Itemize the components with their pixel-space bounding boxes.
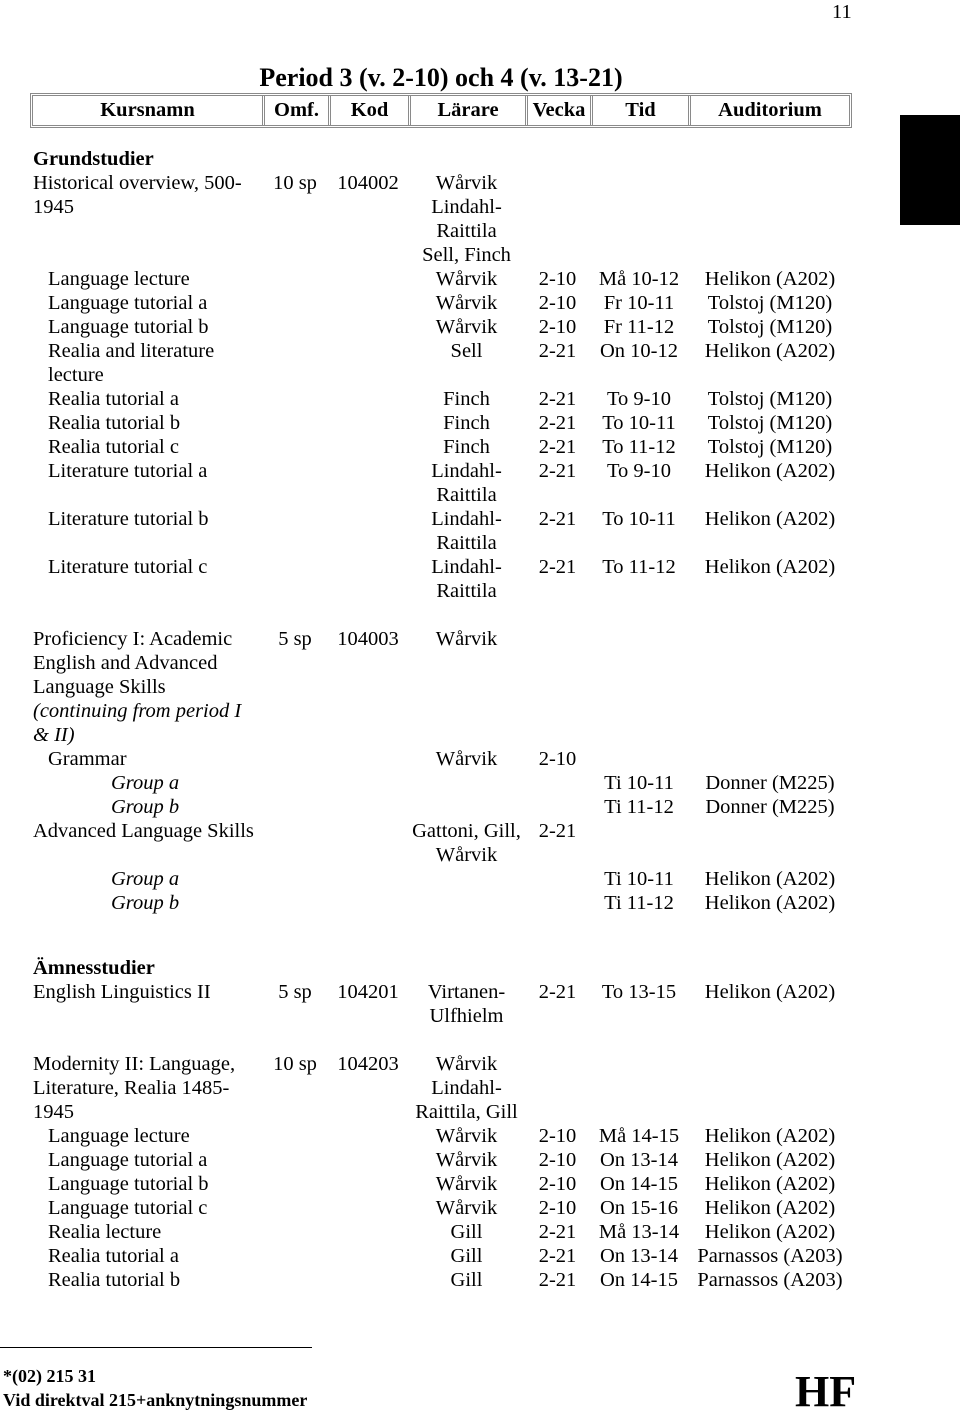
time-cell: To 9-10: [606, 460, 672, 482]
component-row: [30, 1148, 852, 1172]
time-cell: [590, 747, 688, 771]
room-cell: [688, 819, 852, 867]
time-cell: To 11-12: [602, 556, 676, 578]
credits-cell: [262, 795, 328, 819]
credits-cell: [262, 1268, 328, 1292]
time-cell: Ti 10-11: [604, 772, 674, 794]
component-row: [30, 291, 852, 315]
room-cell: Donner (M225): [705, 796, 835, 818]
credits-cell: [262, 1196, 328, 1220]
component-name: Realia tutorial b: [48, 1269, 181, 1291]
teacher-cell: Finch: [443, 412, 490, 434]
room-cell: Helikon (A202): [704, 340, 836, 362]
time-cell: Må 14-15: [598, 1125, 680, 1147]
week-cell: 2-21: [538, 436, 577, 458]
week-cell: 2-21: [538, 981, 577, 1003]
room-cell: Tolstoj (M120): [707, 388, 833, 410]
credits-cell: [262, 1220, 328, 1244]
credits-cell: [262, 267, 328, 291]
credits-cell: [262, 867, 328, 891]
teacher-cell: Wårvik: [435, 316, 498, 338]
week-cell: 2-10: [538, 1197, 577, 1219]
code-cell: [328, 267, 408, 291]
component-name: Language tutorial a: [48, 292, 208, 314]
component-row: [30, 555, 852, 603]
course-row: [30, 627, 852, 747]
course-name-cell: [30, 339, 262, 387]
component-row: [30, 1244, 852, 1268]
course-name-cell: [30, 459, 262, 507]
section-heading: Grundstudier: [33, 148, 154, 170]
course-name-cell: [30, 627, 262, 747]
credits-cell: [262, 435, 328, 459]
credits-cell: [262, 891, 328, 915]
course-entry: [30, 627, 852, 915]
code-cell: [328, 459, 408, 507]
group-name: Group a: [111, 868, 180, 890]
teacher-cell: [408, 771, 525, 795]
schedule-section: [30, 956, 852, 1292]
code-cell: [328, 747, 408, 771]
column-header-vecka: Vecka: [525, 96, 590, 125]
week-cell: [525, 1052, 590, 1124]
group-row: [30, 867, 852, 891]
code-cell: [328, 387, 408, 411]
time-cell: [590, 171, 688, 267]
room-cell: [688, 627, 852, 747]
week-cell: 2-21: [538, 1245, 577, 1267]
teacher-cell: Wårvik: [435, 628, 498, 650]
week-cell: [525, 627, 590, 747]
code-cell: 104002: [337, 172, 399, 194]
section-heading: Ämnesstudier: [33, 957, 155, 979]
course-row: [30, 171, 852, 267]
week-cell: 2-21: [538, 460, 577, 482]
component-row: [30, 747, 852, 771]
component-name: Realia tutorial c: [48, 436, 179, 458]
component-name: Realia tutorial b: [48, 412, 181, 434]
credits-cell: [262, 411, 328, 435]
code-cell: [328, 315, 408, 339]
room-cell: Tolstoj (M120): [707, 436, 833, 458]
credits-cell: 10 sp: [273, 172, 317, 194]
code-cell: [328, 867, 408, 891]
credits-cell: [262, 555, 328, 603]
course-entry: [30, 1052, 852, 1292]
time-cell: Må 13-14: [598, 1221, 680, 1243]
course-name: Historical overview, 500- 1945: [33, 172, 242, 218]
week-cell: 2-21: [538, 556, 577, 578]
room-cell: Helikon (A202): [704, 981, 836, 1003]
time-cell: On 10-12: [599, 340, 678, 362]
group-row: [30, 891, 852, 915]
column-header-larare: Lärare: [408, 96, 525, 125]
code-cell: 104203: [337, 1053, 399, 1075]
component-name: Language lecture: [48, 1125, 190, 1147]
course-name-cell: [30, 291, 262, 315]
code-cell: [328, 771, 408, 795]
week-cell: 2-21: [538, 1269, 577, 1291]
component-row: [30, 1220, 852, 1244]
room-cell: Helikon (A202): [704, 1149, 836, 1171]
course-name-cell: [30, 771, 262, 795]
footer-direct-dial-note: Vid direktval 215+anknytningsnummer: [3, 1390, 308, 1410]
group-row: [30, 771, 852, 795]
column-header-kursnamn: Kursnamn: [100, 99, 195, 121]
code-cell: [328, 1124, 408, 1148]
room-cell: Helikon (A202): [704, 892, 836, 914]
course-name-cell: [30, 1052, 262, 1124]
teacher-cell: Gattoni, Gill, Wårvik: [412, 820, 521, 866]
time-cell: On 15-16: [599, 1197, 678, 1219]
code-cell: [328, 339, 408, 387]
course-name-cell: [30, 1148, 262, 1172]
week-cell: 2-10: [538, 268, 577, 290]
course-name-cell: [30, 435, 262, 459]
time-cell: Ti 11-12: [604, 892, 674, 914]
time-cell: To 13-15: [601, 981, 677, 1003]
teacher-cell: Wårvik: [435, 748, 498, 770]
code-cell: [328, 435, 408, 459]
week-cell: 2-21: [538, 388, 577, 410]
component-name: Realia tutorial a: [48, 1245, 179, 1267]
time-cell: [590, 819, 688, 867]
footer-phone: *(02) 215 31: [3, 1366, 96, 1386]
room-cell: Helikon (A202): [704, 1221, 836, 1243]
room-cell: Helikon (A202): [704, 1125, 836, 1147]
time-cell: Fr 11-12: [603, 316, 675, 338]
room-cell: Helikon (A202): [704, 508, 836, 530]
week-cell: 2-10: [538, 1149, 577, 1171]
credits-cell: [262, 291, 328, 315]
credits-cell: 10 sp: [273, 1053, 317, 1075]
code-cell: 104201: [337, 981, 399, 1003]
teacher-cell: Wårvik: [435, 268, 498, 290]
time-cell: Ti 11-12: [604, 796, 674, 818]
course-name-cell: [30, 867, 262, 891]
week-cell: 2-21: [538, 820, 577, 842]
room-cell: Helikon (A202): [704, 460, 836, 482]
course-name-cell: [30, 980, 262, 1028]
teacher-cell: [408, 867, 525, 891]
time-cell: To 9-10: [606, 388, 672, 410]
code-cell: [328, 1172, 408, 1196]
week-cell: [525, 867, 590, 891]
course-name-cell: [30, 819, 262, 867]
component-row: [30, 339, 852, 387]
course-name-cell: [30, 1124, 262, 1148]
credits-cell: [262, 315, 328, 339]
room-cell: Parnassos (A203): [697, 1245, 843, 1267]
component-name: Literature tutorial c: [48, 556, 208, 578]
credits-cell: 5 sp: [278, 628, 312, 650]
room-cell: Tolstoj (M120): [707, 292, 833, 314]
course-name-cell: [30, 1244, 262, 1268]
group-row: [30, 795, 852, 819]
component-name: Grammar: [48, 748, 127, 770]
room-cell: Helikon (A202): [704, 1173, 836, 1195]
code-cell: [328, 1268, 408, 1292]
teacher-cell: [408, 891, 525, 915]
time-cell: On 13-14: [599, 1149, 678, 1171]
column-header-row: [30, 93, 852, 128]
time-cell: Fr 10-11: [603, 292, 675, 314]
teacher-cell: Finch: [443, 436, 490, 458]
time-cell: On 14-15: [599, 1269, 678, 1291]
footer-rule: [0, 1347, 312, 1348]
course-name-cell: [30, 891, 262, 915]
component-row: [30, 1172, 852, 1196]
course-name-cell: [30, 1172, 262, 1196]
teacher-cell: Lindahl- Raittila: [431, 508, 502, 554]
column-header-omf: Omf.: [262, 96, 328, 125]
teacher-cell: Lindahl- Raittila: [431, 460, 502, 506]
code-cell: [328, 555, 408, 603]
faculty-mark: HF: [795, 1367, 857, 1415]
group-name: Group b: [111, 892, 180, 914]
teacher-cell: Sell: [450, 340, 483, 362]
page-title: Period 3 (v. 2-10) och 4 (v. 13-21): [259, 63, 623, 92]
course-schedule: [30, 147, 852, 1292]
column-header-tid: Tid: [590, 96, 688, 125]
column-header-auditorium: Auditorium: [688, 96, 849, 125]
course-note: (continuing from period I & II): [33, 700, 242, 746]
group-name: Group a: [111, 772, 180, 794]
component-row: [30, 315, 852, 339]
teacher-cell: Gill: [450, 1221, 483, 1243]
thumb-index-tab: [900, 115, 960, 225]
room-cell: [688, 747, 852, 771]
course-row: [30, 1052, 852, 1124]
credits-cell: [262, 1244, 328, 1268]
component-name: Language tutorial b: [48, 316, 209, 338]
teacher-cell: Wårvik Lindahl- Raittila Sell, Finch: [422, 172, 511, 266]
week-cell: [525, 795, 590, 819]
time-cell: To 10-11: [602, 412, 676, 434]
credits-cell: [262, 507, 328, 555]
schedule-section: [30, 147, 852, 915]
credits-cell: [262, 747, 328, 771]
column-header-kod: Kod: [328, 96, 408, 125]
component-row: [30, 267, 852, 291]
week-cell: [525, 171, 590, 267]
course-name-cell: [30, 555, 262, 603]
week-cell: 2-10: [538, 1173, 577, 1195]
teacher-cell: [408, 795, 525, 819]
credits-cell: [262, 1124, 328, 1148]
week-cell: [525, 771, 590, 795]
room-cell: Tolstoj (M120): [707, 412, 833, 434]
teacher-cell: Lindahl- Raittila: [431, 556, 502, 602]
course-entry: [30, 171, 852, 603]
time-cell: [590, 1052, 688, 1124]
component-name: Language lecture: [48, 268, 190, 290]
course-name-cell: [30, 387, 262, 411]
component-name: Language tutorial c: [48, 1197, 208, 1219]
week-cell: 2-21: [538, 340, 577, 362]
code-cell: [328, 1148, 408, 1172]
component-name: Realia tutorial a: [48, 388, 179, 410]
teacher-cell: Wårvik: [435, 1197, 498, 1219]
component-name: Literature tutorial b: [48, 508, 209, 530]
time-cell: On 13-14: [599, 1245, 678, 1267]
teacher-cell: Wårvik Lindahl- Raittila, Gill: [415, 1053, 518, 1123]
room-cell: Helikon (A202): [704, 268, 836, 290]
page-number: 11: [832, 1, 852, 23]
component-row: [30, 387, 852, 411]
code-cell: [328, 1220, 408, 1244]
room-cell: Helikon (A202): [704, 1197, 836, 1219]
room-cell: [688, 1052, 852, 1124]
code-cell: [328, 795, 408, 819]
room-cell: [688, 171, 852, 267]
time-cell: Ti 10-11: [604, 868, 674, 890]
component-name: Language tutorial a: [48, 1149, 208, 1171]
component-row: [30, 1196, 852, 1220]
teacher-cell: Finch: [443, 388, 490, 410]
week-cell: 2-10: [538, 748, 577, 770]
course-name: English Linguistics II: [33, 981, 211, 1003]
component-row: [30, 459, 852, 507]
component-name: Literature tutorial a: [48, 460, 208, 482]
time-cell: [590, 627, 688, 747]
course-row: [30, 980, 852, 1028]
week-cell: [525, 891, 590, 915]
room-cell: Donner (M225): [705, 772, 835, 794]
code-cell: [328, 1196, 408, 1220]
room-cell: Helikon (A202): [704, 868, 836, 890]
time-cell: To 11-12: [602, 436, 676, 458]
component-name: Realia and literature lecture: [48, 340, 215, 386]
course-name: Proficiency I: Academic English and Advanced Language Skills: [33, 628, 233, 698]
component-row: [30, 411, 852, 435]
component-name: Realia lecture: [48, 1221, 162, 1243]
course-name-cell: [30, 1220, 262, 1244]
code-cell: [328, 891, 408, 915]
week-cell: 2-21: [538, 412, 577, 434]
teacher-cell: Wårvik: [435, 1173, 498, 1195]
week-cell: 2-10: [538, 292, 577, 314]
course-name-cell: [30, 747, 262, 771]
credits-cell: [262, 387, 328, 411]
course-name-cell: [30, 1196, 262, 1220]
week-cell: 2-10: [538, 1125, 577, 1147]
part-name: Advanced Language Skills: [33, 820, 254, 842]
teacher-cell: Wårvik: [435, 1149, 498, 1171]
credits-cell: [262, 1172, 328, 1196]
course-name-cell: [30, 171, 262, 267]
time-cell: On 14-15: [599, 1173, 678, 1195]
week-cell: 2-21: [538, 1221, 577, 1243]
course-entry: [30, 980, 852, 1028]
time-cell: To 10-11: [602, 508, 676, 530]
code-cell: [328, 507, 408, 555]
group-name: Group b: [111, 796, 180, 818]
course-name-cell: [30, 411, 262, 435]
teacher-cell: Wårvik: [435, 292, 498, 314]
component-row: [30, 1124, 852, 1148]
teacher-cell: Gill: [450, 1245, 483, 1267]
course-name-cell: [30, 315, 262, 339]
week-cell: 2-21: [538, 508, 577, 530]
credits-cell: 5 sp: [278, 981, 312, 1003]
code-cell: [328, 819, 408, 867]
course-name-cell: [30, 795, 262, 819]
code-cell: [328, 1244, 408, 1268]
week-cell: 2-10: [538, 316, 577, 338]
course-name-cell: [30, 267, 262, 291]
teacher-cell: Virtanen- Ulfhielm: [427, 981, 506, 1027]
room-cell: Tolstoj (M120): [707, 316, 833, 338]
component-name: Language tutorial b: [48, 1173, 209, 1195]
credits-cell: [262, 819, 328, 867]
code-cell: 104003: [337, 628, 399, 650]
part-row: [30, 819, 852, 867]
room-cell: Parnassos (A203): [697, 1269, 843, 1291]
component-row: [30, 1268, 852, 1292]
teacher-cell: Gill: [450, 1269, 483, 1291]
credits-cell: [262, 459, 328, 507]
component-row: [30, 507, 852, 555]
room-cell: Helikon (A202): [704, 556, 836, 578]
course-name-cell: [30, 1268, 262, 1292]
component-row: [30, 435, 852, 459]
credits-cell: [262, 339, 328, 387]
course-name: Modernity II: Language, Literature, Realia 1485- 1945: [33, 1053, 236, 1123]
course-name-cell: [30, 507, 262, 555]
time-cell: Må 10-12: [598, 268, 680, 290]
code-cell: [328, 291, 408, 315]
code-cell: [328, 411, 408, 435]
credits-cell: [262, 1148, 328, 1172]
teacher-cell: Wårvik: [435, 1125, 498, 1147]
credits-cell: [262, 771, 328, 795]
